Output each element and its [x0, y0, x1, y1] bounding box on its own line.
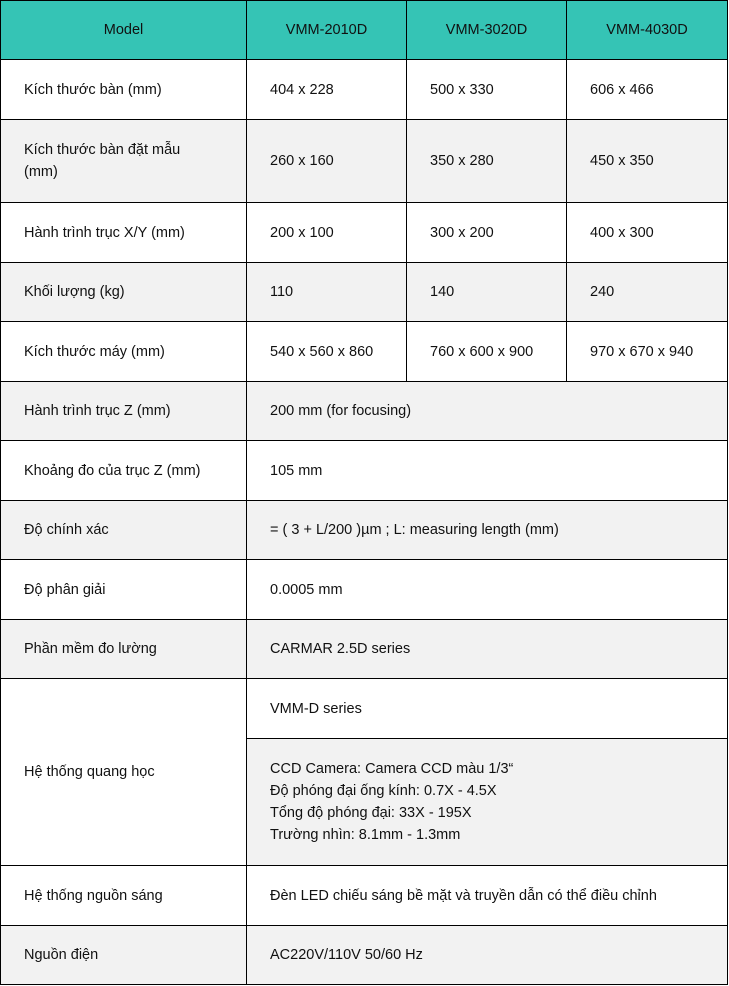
- cell-value: Đèn LED chiếu sáng bề mặt và truyền dẫn có thể điều chỉnh: [247, 866, 728, 926]
- cell-value: 500 x 330: [407, 60, 567, 120]
- row-label: Hành trình trục X/Y (mm): [1, 203, 247, 263]
- row-label: Độ phân giải: [1, 560, 247, 620]
- table-row: [1, 203, 728, 263]
- cell-value: 540 x 560 x 860: [247, 322, 407, 382]
- optics-line: CCD Camera: Camera CCD màu 1/3“: [270, 761, 514, 777]
- header-row: [1, 1, 728, 60]
- header-model: Model: [1, 1, 247, 60]
- table-row: [1, 441, 728, 501]
- table-row: [1, 120, 728, 203]
- cell-value: 300 x 200: [407, 203, 567, 263]
- row-label: Hệ thống quang học: [1, 679, 247, 866]
- table-row: [1, 620, 728, 679]
- cell-value: 970 x 670 x 940: [567, 322, 728, 382]
- row-label: Hệ thống nguồn sáng: [1, 866, 247, 926]
- table-row: [1, 866, 728, 926]
- row-label: Kích thước máy (mm): [1, 322, 247, 382]
- table-row: [1, 560, 728, 620]
- table-row: [1, 926, 728, 985]
- cell-value: AC220V/110V 50/60 Hz: [247, 926, 728, 985]
- cell-value: 760 x 600 x 900: [407, 322, 567, 382]
- row-label: Khối lượng (kg): [1, 263, 247, 322]
- table-row: [1, 382, 728, 441]
- row-label: Nguồn điện: [1, 926, 247, 985]
- cell-value: 240: [567, 263, 728, 322]
- label-line: (mm): [24, 164, 58, 180]
- cell-value: 200 mm (for focusing): [247, 382, 728, 441]
- table-row: [1, 60, 728, 120]
- cell-value: VMM-D series: [247, 679, 728, 739]
- header-vmm-3020d: VMM-3020D: [407, 1, 567, 60]
- row-label: Phần mềm đo lường: [1, 620, 247, 679]
- row-label: [1, 120, 247, 203]
- table-row: [1, 263, 728, 322]
- optics-line: Tổng độ phóng đại: 33X - 195X: [270, 805, 472, 821]
- cell-value: 350 x 280: [407, 120, 567, 203]
- cell-value: 200 x 100: [247, 203, 407, 263]
- cell-value: 606 x 466: [567, 60, 728, 120]
- optics-details: [247, 739, 728, 866]
- row-label: Hành trình trục Z (mm): [1, 382, 247, 441]
- cell-value: 400 x 300: [567, 203, 728, 263]
- cell-value: 404 x 228: [247, 60, 407, 120]
- row-label: Khoảng đo của trục Z (mm): [1, 441, 247, 501]
- optics-line: Trường nhìn: 8.1mm - 1.3mm: [270, 827, 461, 843]
- cell-value: 140: [407, 263, 567, 322]
- row-label: Độ chính xác: [1, 501, 247, 560]
- cell-value: 0.0005 mm: [247, 560, 728, 620]
- cell-value: 105 mm: [247, 441, 728, 501]
- header-vmm-4030d: VMM-4030D: [567, 1, 728, 60]
- label-line: Kích thước bàn đặt mẫu: [24, 142, 181, 158]
- cell-value: 260 x 160: [247, 120, 407, 203]
- row-label: Kích thước bàn (mm): [1, 60, 247, 120]
- table-row: [1, 322, 728, 382]
- cell-value: 450 x 350: [567, 120, 728, 203]
- table-row: [1, 679, 728, 739]
- table-row: [1, 501, 728, 560]
- cell-value: = ( 3 + L/200 )µm ; L: measuring length (mm): [247, 501, 728, 560]
- table-header: [1, 1, 728, 60]
- cell-value: CARMAR 2.5D series: [247, 620, 728, 679]
- optics-line: Độ phóng đại ống kính: 0.7X - 4.5X: [270, 783, 497, 799]
- table-body: [1, 60, 728, 985]
- header-vmm-2010d: VMM-2010D: [247, 1, 407, 60]
- cell-value: 110: [247, 263, 407, 322]
